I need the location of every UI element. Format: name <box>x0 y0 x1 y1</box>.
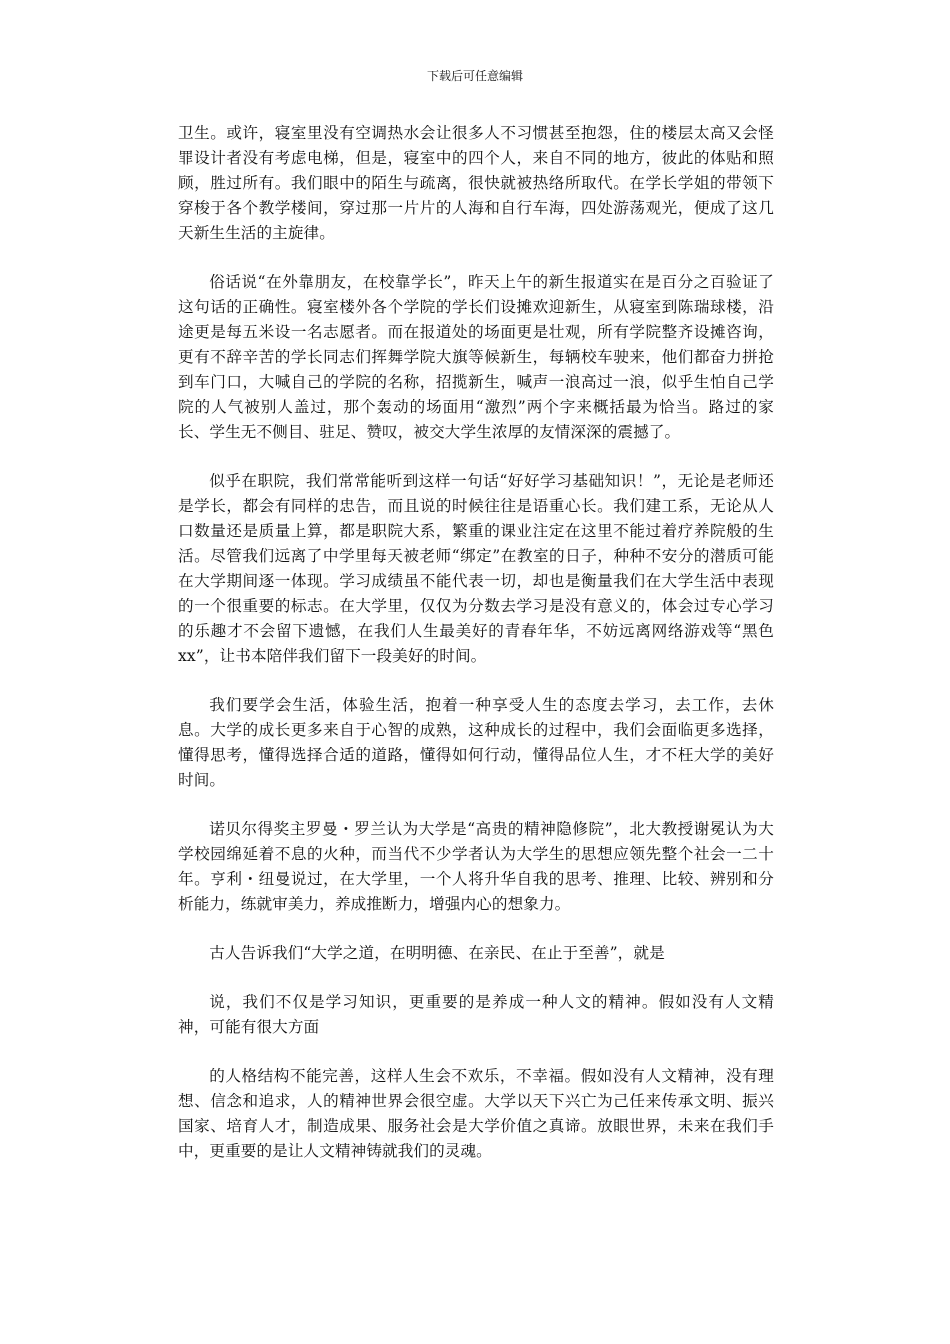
paragraph-5: 诺贝尔得奖主罗曼・罗兰认为大学是“高贵的精神隐修院”，北大教授谢冕认为大学校园绵延着不息的火种，而当代不少学者认为大学生的思想应领先整个社会一二十年。亨利・纽曼说过，在大学里，一个人将升华自我的思考、推理、比较、辨别和分析能力，练就审美力，养成推断力，增强内心的想象力。 <box>178 820 774 913</box>
paragraph-2: 俗话说“在外靠朋友，在校靠学长”，昨天上午的新生报道实在是百分之百验证了这句话的正确性。寝室楼外各个学院的学长们设摊欢迎新生，从寝室到陈瑞球楼，沿途更是每五米设一名志愿者。而在报道处的场面更是壮观，所有学院整齐设摊咨询，更有不辞辛苦的学长同志们挥舞学院大旗等候新生，每辆校车驶来，他们都奋力拼抢到车门口，大喊自己的学院的名称，招揽新生，喊声一浪高过一浪，似乎生怕自己学院的人气被别人盖过，那个轰动的场面用“激烈”两个字来概括最为恰当。路过的家长、学生无不侧目、驻足、赞叹，被交大学生浓厚的友情深深的震撼了。 <box>178 273 774 441</box>
paragraph-3: 似乎在职院，我们常常能听到这样一句话“好好学习基础知识！”，无论是老师还是学长，都会有同样的忠告，而且说的时候往往是语重心长。我们建工系，无论从人口数量还是质量上算，都是职院大系，繁重的课业注定在这里不能过着疗养院般的生活。尽管我们远离了中学里每天被老师“绑定”在教室的日子，种种不安分的潜质可能在大学期间逐一体现。学习成绩虽不能代表一切，却也是衡量我们在大学生活中表现的一个很重要的标志。在大学里，仅仅为分数去学习是没有意义的，体会过专心学习的乐趣才不会留下遗憾，在我们人生最美好的青春年华，不妨远离网络游戏等“黑色xx”，让书本陪伴我们留下一段美好的时间。 <box>178 472 774 665</box>
paragraph-1: 卫生。或许，寝室里没有空调热水会让很多人不习惯甚至抱怨，住的楼层太高又会怪罪设计者没有考虑电梯，但是，寝室中的四个人，来自不同的地方，彼此的体贴和照顾，胜过所有。我们眼中的陌生与疏离，很快就被热络所取代。在学长学姐的带领下穿梭于各个教学楼间，穿过那一片片的人海和自行车海，四处游荡观光，便成了这几天新生生活的主旋律。 <box>178 124 774 242</box>
page-header: 下载后可任意编辑 <box>426 69 523 83</box>
paragraph-4: 我们要学会生活，体验生活，抱着一种享受人生的态度去学习，去工作，去休息。大学的成长更多来自于心智的成熟，这种成长的过程中，我们会面临更多选择，懂得思考，懂得选择合适的道路，懂得如何行动，懂得品位人生，才不枉大学的美好时间。 <box>178 696 774 789</box>
paragraph-7: 说，我们不仅是学习知识，更重要的是养成一种人文的精神。假如没有人文精神，可能有很大方面 <box>178 993 774 1036</box>
document-body <box>178 121 774 1164</box>
paragraph-6: 古人告诉我们“大学之道，在明明德、在亲民、在止于至善”，就是 <box>209 944 665 962</box>
paragraph-8: 的人格结构不能完善，这样人生会不欢乐，不幸福。假如没有人文精神，没有理想、信念和追求，人的精神世界会很空虚。大学以天下兴亡为己任来传承文明、振兴国家、培育人才，制造成果、服务社会是大学价值之真谛。放眼世界，未来在我们手中，更重要的是让人文精神铸就我们的灵魂。 <box>178 1067 774 1160</box>
